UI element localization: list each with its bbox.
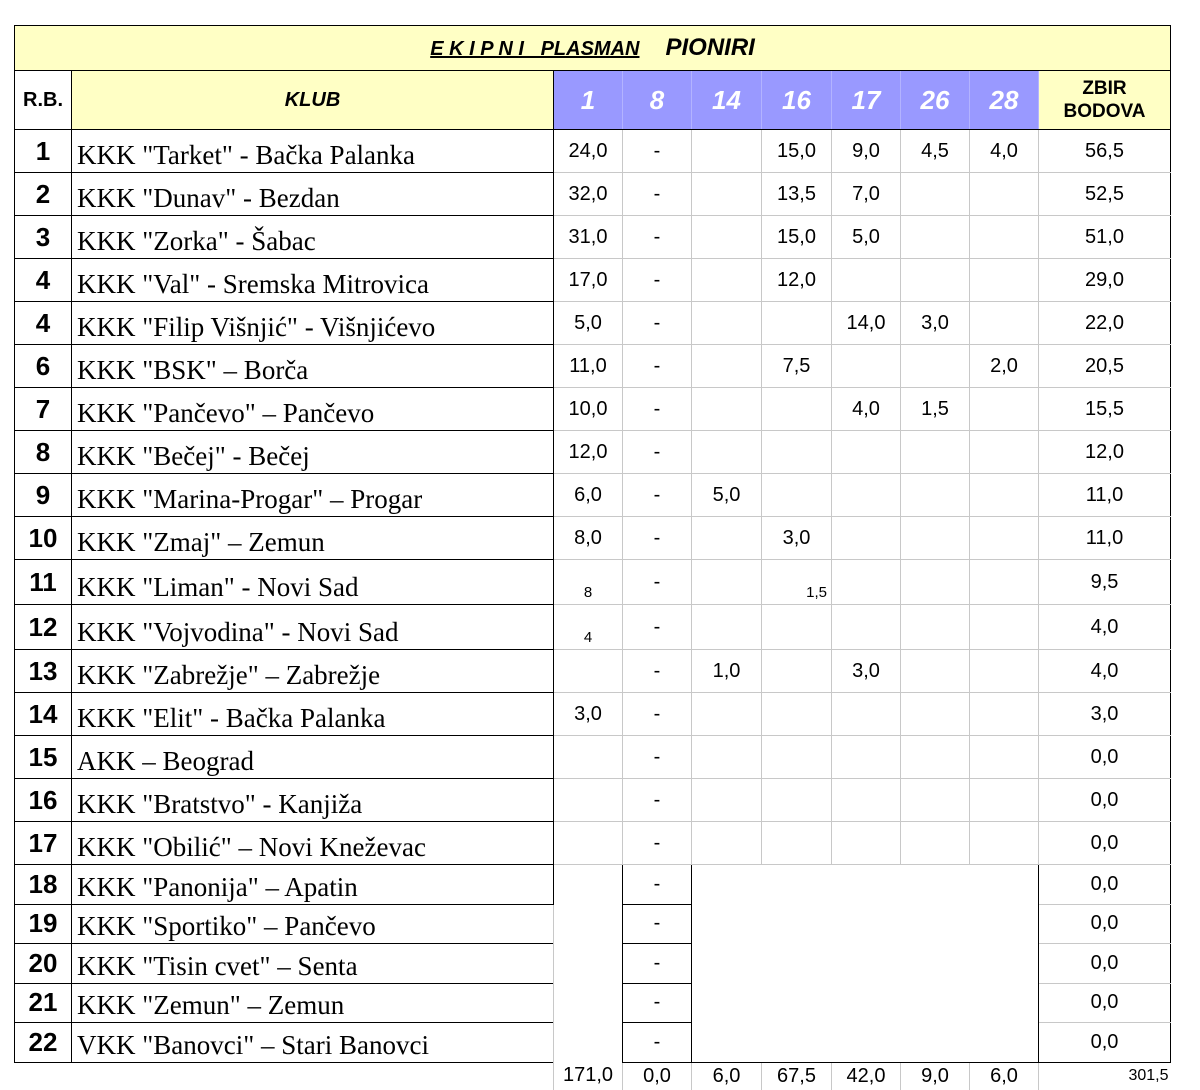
total-cell: 0,0 xyxy=(1039,944,1171,984)
club-cell: KKK "Obilić" – Novi Kneževac xyxy=(72,822,554,865)
club-cell: KKK "Elit" - Bačka Palanka xyxy=(72,693,554,736)
club-cell: KKK "Sportiko" – Pančevo xyxy=(72,904,554,944)
club-cell: KKK "Zabrežje" – Zabrežje xyxy=(72,650,554,693)
total-cell: 0,0 xyxy=(1039,983,1171,1023)
club-cell: KKK "Pančevo" – Pančevo xyxy=(72,388,554,431)
column-total: 42,0 xyxy=(832,1062,901,1090)
score-cell: - xyxy=(623,904,692,944)
rank-cell: 4 xyxy=(15,302,72,345)
rank-cell: 19 xyxy=(15,904,72,944)
score-cell: - xyxy=(623,345,692,388)
score-cell: 11,0 xyxy=(554,345,623,388)
score-cell: 14,0 xyxy=(832,302,901,345)
club-cell: KKK "Bratstvo" - Kanjiža xyxy=(72,779,554,822)
score-cell xyxy=(692,605,762,650)
score-cell xyxy=(554,822,623,865)
table-row xyxy=(15,173,1171,216)
score-cell xyxy=(901,693,970,736)
score-cell xyxy=(901,173,970,216)
column-total: 6,0 xyxy=(970,1062,1039,1090)
total-cell: 9,5 xyxy=(1039,560,1171,605)
score-cell: - xyxy=(623,1023,692,1063)
rank-cell: 17 xyxy=(15,822,72,865)
rank-cell: 14 xyxy=(15,693,72,736)
total-cell: 0,0 xyxy=(1039,904,1171,944)
rank-cell: 21 xyxy=(15,983,72,1023)
table-row xyxy=(15,650,1171,693)
score-cell: 8,0 xyxy=(554,517,623,560)
score-cell: 6,0 xyxy=(554,474,623,517)
score-cell xyxy=(692,431,762,474)
score-cell xyxy=(762,474,832,517)
score-cell: - xyxy=(623,865,692,905)
rank-cell: 13 xyxy=(15,650,72,693)
score-cell xyxy=(832,605,901,650)
score-cell: 2,0 xyxy=(970,345,1039,388)
score-cell xyxy=(762,693,832,736)
header-rb: R.B. xyxy=(15,71,72,130)
score-cell xyxy=(762,650,832,693)
score-cell xyxy=(762,431,832,474)
total-cell: 4,0 xyxy=(1039,650,1171,693)
score-cell: 32,0 xyxy=(554,173,623,216)
table-row xyxy=(15,474,1171,517)
total-cell: 51,0 xyxy=(1039,216,1171,259)
rank-cell: 20 xyxy=(15,944,72,984)
table-row xyxy=(15,345,1171,388)
score-cell: - xyxy=(623,474,692,517)
score-cell: - xyxy=(623,216,692,259)
rank-cell: 7 xyxy=(15,388,72,431)
score-cell: 5,0 xyxy=(832,216,901,259)
empty-block xyxy=(692,865,1039,1063)
rank-cell: 15 xyxy=(15,736,72,779)
score-cell: - xyxy=(623,779,692,822)
total-cell: 20,5 xyxy=(1039,345,1171,388)
score-cell xyxy=(692,388,762,431)
score-cell: - xyxy=(623,983,692,1023)
score-cell xyxy=(970,216,1039,259)
header-col-28: 28 xyxy=(970,71,1039,130)
score-cell xyxy=(970,517,1039,560)
score-cell: 7,5 xyxy=(762,345,832,388)
score-cell xyxy=(970,779,1039,822)
total-cell: 3,0 xyxy=(1039,693,1171,736)
club-cell: KKK "Val" - Sremska Mitrovica xyxy=(72,259,554,302)
score-cell: - xyxy=(623,259,692,302)
score-cell xyxy=(901,560,970,605)
header-col-17: 17 xyxy=(832,71,901,130)
score-cell xyxy=(692,259,762,302)
score-cell xyxy=(970,560,1039,605)
score-cell xyxy=(832,560,901,605)
club-cell: VKK "Banovci" – Stari Banovci xyxy=(72,1023,554,1063)
club-cell: KKK "Bečej" - Bečej xyxy=(72,431,554,474)
total-cell: 15,5 xyxy=(1039,388,1171,431)
rank-cell: 3 xyxy=(15,216,72,259)
score-cell: 17,0 xyxy=(554,259,623,302)
table-row xyxy=(15,605,1171,650)
score-cell: 4 xyxy=(554,605,623,650)
rank-cell: 11 xyxy=(15,560,72,605)
rank-cell: 12 xyxy=(15,605,72,650)
totals-row xyxy=(15,1062,1171,1090)
score-cell: - xyxy=(623,130,692,173)
score-cell: - xyxy=(623,431,692,474)
score-cell xyxy=(692,517,762,560)
header-zbir xyxy=(1039,71,1171,130)
club-cell: KKK "Vojvodina" - Novi Sad xyxy=(72,605,554,650)
score-cell xyxy=(692,822,762,865)
score-cell xyxy=(901,216,970,259)
total-cell: 0,0 xyxy=(1039,736,1171,779)
score-cell: - xyxy=(623,560,692,605)
club-cell: KKK "Tisin cvet" – Senta xyxy=(72,944,554,984)
club-cell: KKK "Zmaj" – Zemun xyxy=(72,517,554,560)
score-cell xyxy=(762,302,832,345)
score-cell xyxy=(554,736,623,779)
rank-cell: 10 xyxy=(15,517,72,560)
score-cell: 3,0 xyxy=(832,650,901,693)
score-cell: - xyxy=(623,517,692,560)
total-cell: 4,0 xyxy=(1039,605,1171,650)
total-cell: 0,0 xyxy=(1039,779,1171,822)
score-cell xyxy=(901,822,970,865)
table-row xyxy=(15,560,1171,605)
score-cell xyxy=(832,474,901,517)
score-cell: 4,0 xyxy=(832,388,901,431)
club-cell: KKK "Marina-Progar" – Progar xyxy=(72,474,554,517)
club-cell: AKK – Beograd xyxy=(72,736,554,779)
score-cell: 5,0 xyxy=(692,474,762,517)
score-cell xyxy=(692,560,762,605)
header-row xyxy=(15,71,1171,130)
grand-total: 301,5 xyxy=(1128,1067,1169,1084)
score-cell xyxy=(901,431,970,474)
club-cell: KKK "Filip Višnjić" - Višnjićevo xyxy=(72,302,554,345)
column-total: 171,0 xyxy=(554,1062,623,1090)
header-col-8: 8 xyxy=(623,71,692,130)
score-cell xyxy=(692,173,762,216)
score-cell: - xyxy=(623,693,692,736)
score-cell xyxy=(901,736,970,779)
total-cell: 22,0 xyxy=(1039,302,1171,345)
score-cell xyxy=(901,779,970,822)
totals-spacer xyxy=(15,1062,72,1090)
score-cell xyxy=(762,605,832,650)
column-total: 6,0 xyxy=(692,1062,762,1090)
score-cell xyxy=(970,302,1039,345)
club-cell: KKK "Tarket" - Bačka Palanka xyxy=(72,130,554,173)
score-cell xyxy=(832,345,901,388)
total-cell: 0,0 xyxy=(1039,865,1171,905)
club-cell: KKK "Zorka" - Šabac xyxy=(72,216,554,259)
score-cell: - xyxy=(623,605,692,650)
title-right: PIONIRI xyxy=(665,34,755,61)
rank-cell: 9 xyxy=(15,474,72,517)
total-cell: 0,0 xyxy=(1039,822,1171,865)
score-cell: 12,0 xyxy=(762,259,832,302)
score-cell: 12,0 xyxy=(554,431,623,474)
score-cell: 3,0 xyxy=(554,693,623,736)
total-cell: 0,0 xyxy=(1039,1023,1171,1063)
score-cell: - xyxy=(623,650,692,693)
score-cell xyxy=(832,779,901,822)
score-cell: 9,0 xyxy=(832,130,901,173)
table-row xyxy=(15,216,1171,259)
score-cell xyxy=(832,431,901,474)
score-cell xyxy=(832,822,901,865)
total-cell: 11,0 xyxy=(1039,474,1171,517)
score-cell: 31,0 xyxy=(554,216,623,259)
table-title xyxy=(15,26,1171,71)
score-cell: 1,5 xyxy=(762,560,832,605)
club-cell: KKK "BSK" – Borča xyxy=(72,345,554,388)
score-cell xyxy=(692,130,762,173)
rank-cell: 4 xyxy=(15,259,72,302)
score-cell: - xyxy=(623,822,692,865)
score-cell: 15,0 xyxy=(762,130,832,173)
score-cell xyxy=(554,779,623,822)
score-cell xyxy=(692,736,762,779)
score-cell: - xyxy=(623,388,692,431)
table-row xyxy=(15,865,1171,905)
table-row xyxy=(15,130,1171,173)
score-cell xyxy=(832,693,901,736)
score-cell xyxy=(970,173,1039,216)
table-row xyxy=(15,517,1171,560)
column-total: 0,0 xyxy=(623,1062,692,1090)
score-cell xyxy=(970,822,1039,865)
score-cell: 4,0 xyxy=(970,130,1039,173)
table-row xyxy=(15,431,1171,474)
total-cell: 56,5 xyxy=(1039,130,1171,173)
score-cell: - xyxy=(623,736,692,779)
table-row xyxy=(15,779,1171,822)
totals-spacer xyxy=(72,1062,554,1090)
table-row xyxy=(15,302,1171,345)
rank-cell: 1 xyxy=(15,130,72,173)
score-cell xyxy=(832,259,901,302)
rank-cell: 18 xyxy=(15,865,72,905)
table-row xyxy=(15,736,1171,779)
score-cell xyxy=(901,345,970,388)
column-total: 9,0 xyxy=(901,1062,970,1090)
score-cell xyxy=(970,650,1039,693)
score-cell xyxy=(692,693,762,736)
score-cell xyxy=(901,259,970,302)
score-cell: 15,0 xyxy=(762,216,832,259)
score-cell xyxy=(692,216,762,259)
score-cell: 3,0 xyxy=(901,302,970,345)
score-cell xyxy=(970,693,1039,736)
score-cell xyxy=(692,345,762,388)
rank-cell: 16 xyxy=(15,779,72,822)
total-cell: 11,0 xyxy=(1039,517,1171,560)
club-cell: KKK "Panonija" – Apatin xyxy=(72,865,554,905)
header-col-26: 26 xyxy=(901,71,970,130)
score-cell xyxy=(901,517,970,560)
header-zbir-line1: ZBIR xyxy=(1082,78,1127,99)
rank-cell: 6 xyxy=(15,345,72,388)
table-row xyxy=(15,388,1171,431)
score-cell: 13,5 xyxy=(762,173,832,216)
table-row xyxy=(15,259,1171,302)
score-cell: - xyxy=(623,302,692,345)
column-total: 67,5 xyxy=(762,1062,832,1090)
score-cell xyxy=(762,822,832,865)
header-col-1: 1 xyxy=(554,71,623,130)
header-klub: KLUB xyxy=(72,71,554,130)
club-cell: KKK "Zemun" – Zemun xyxy=(72,983,554,1023)
rank-cell: 2 xyxy=(15,173,72,216)
rank-cell: 22 xyxy=(15,1023,72,1063)
score-cell xyxy=(970,388,1039,431)
score-cell xyxy=(970,736,1039,779)
score-cell: 3,0 xyxy=(762,517,832,560)
empty-block-col1 xyxy=(554,865,623,1063)
rank-cell: 8 xyxy=(15,431,72,474)
score-cell xyxy=(692,779,762,822)
total-cell: 12,0 xyxy=(1039,431,1171,474)
title-left: E K I P N I PLASMAN xyxy=(430,38,640,60)
score-cell xyxy=(970,259,1039,302)
score-cell xyxy=(762,736,832,779)
score-cell: - xyxy=(623,944,692,984)
score-cell xyxy=(554,650,623,693)
header-col-16: 16 xyxy=(762,71,832,130)
score-cell xyxy=(762,779,832,822)
table-row xyxy=(15,822,1171,865)
title-row xyxy=(15,26,1171,71)
score-cell xyxy=(901,605,970,650)
score-cell: 1,0 xyxy=(692,650,762,693)
club-cell: KKK "Dunav" - Bezdan xyxy=(72,173,554,216)
header-col-14: 14 xyxy=(692,71,762,130)
score-cell xyxy=(762,388,832,431)
score-cell xyxy=(692,302,762,345)
score-cell xyxy=(901,650,970,693)
table-row xyxy=(15,693,1171,736)
club-cell: KKK "Liman" - Novi Sad xyxy=(72,560,554,605)
score-cell: - xyxy=(623,173,692,216)
total-cell: 29,0 xyxy=(1039,259,1171,302)
total-cell: 52,5 xyxy=(1039,173,1171,216)
score-cell: 7,0 xyxy=(832,173,901,216)
standings-table xyxy=(14,25,1171,1090)
score-cell xyxy=(832,517,901,560)
score-cell: 8 xyxy=(554,560,623,605)
score-cell xyxy=(970,431,1039,474)
score-cell: 24,0 xyxy=(554,130,623,173)
score-cell xyxy=(901,474,970,517)
score-cell: 10,0 xyxy=(554,388,623,431)
score-cell xyxy=(970,474,1039,517)
score-cell xyxy=(832,736,901,779)
score-cell: 4,5 xyxy=(901,130,970,173)
score-cell: 1,5 xyxy=(901,388,970,431)
header-zbir-line2: BODOVA xyxy=(1063,101,1146,122)
score-cell xyxy=(970,605,1039,650)
score-cell: 5,0 xyxy=(554,302,623,345)
